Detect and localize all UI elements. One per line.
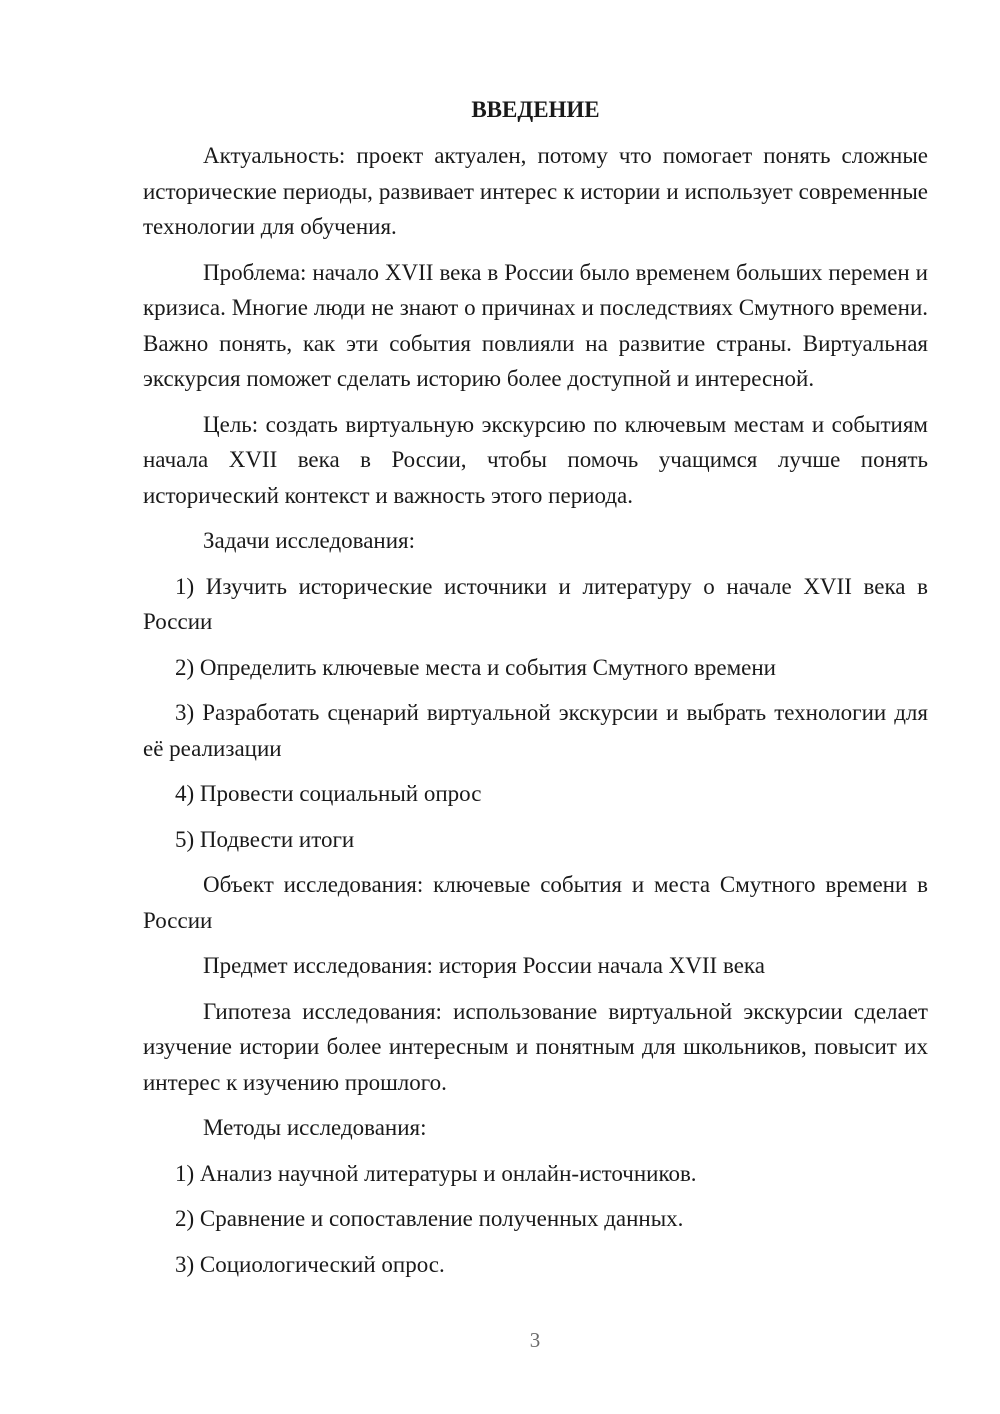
goal-paragraph: Цель: создать виртуальную экскурсию по ключевым местам и событиям начала XVII века в России, чтобы помочь учащимся лучше понять исторический контекст и важность этого периода. [143,411,928,508]
list-item: 2) Сравнение и сопоставление полученных данных. [175,1206,684,1231]
problem-paragraph: Проблема: начало XVII века в России было временем больших перемен и кризиса. Многие люди не знают о причинах и последствиях Смутного времени. Важно понять, как эти события повлияли на развитие страны. Виртуальная экскурсия поможет сделать историю более доступной и интересной. [143,259,928,391]
list-item: 3) Социологический опрос. [175,1251,445,1277]
list-item: 4) Провести социальный опрос [175,781,482,806]
hypothesis-paragraph: Гипотеза исследования: использование виртуальной экскурсии сделает изучение истории более интересным и понятным для школьников, повысит их интерес к изучению прошлого. [143,998,928,1095]
list-item: 2) Определить ключевые места и события Смутного времени [175,654,776,680]
list-item: 5) Подвести итоги [175,826,355,852]
methods-list [143,1156,928,1283]
tasks-heading: Задачи исследования: [203,528,416,553]
page-title: ВВЕДЕНИЕ [471,97,600,122]
list-item: 1) Анализ научной литературы и онлайн-источников. [175,1160,697,1186]
tasks-list [143,569,928,858]
list-item: 3) Разработать сценарий виртуальной экскурсии и выбрать технологии для её реализации [143,700,928,761]
page-number: 3 [529,1328,541,1352]
relevance-paragraph: Актуальность: проект актуален, потому что помогает понять сложные исторические периоды, развивает интерес к истории и использует современные технологии для обучения. [143,143,928,239]
list-item: 1) Изучить исторические источники и литературу о начале XVII века в России [143,573,928,634]
document-page [143,92,928,1292]
methods-heading: Методы исследования: [203,1115,427,1140]
research-object-paragraph: Объект исследования: ключевые события и места Смутного времени в России [143,872,928,933]
research-subject-paragraph: Предмет исследования: история России начала XVII века [203,953,765,978]
